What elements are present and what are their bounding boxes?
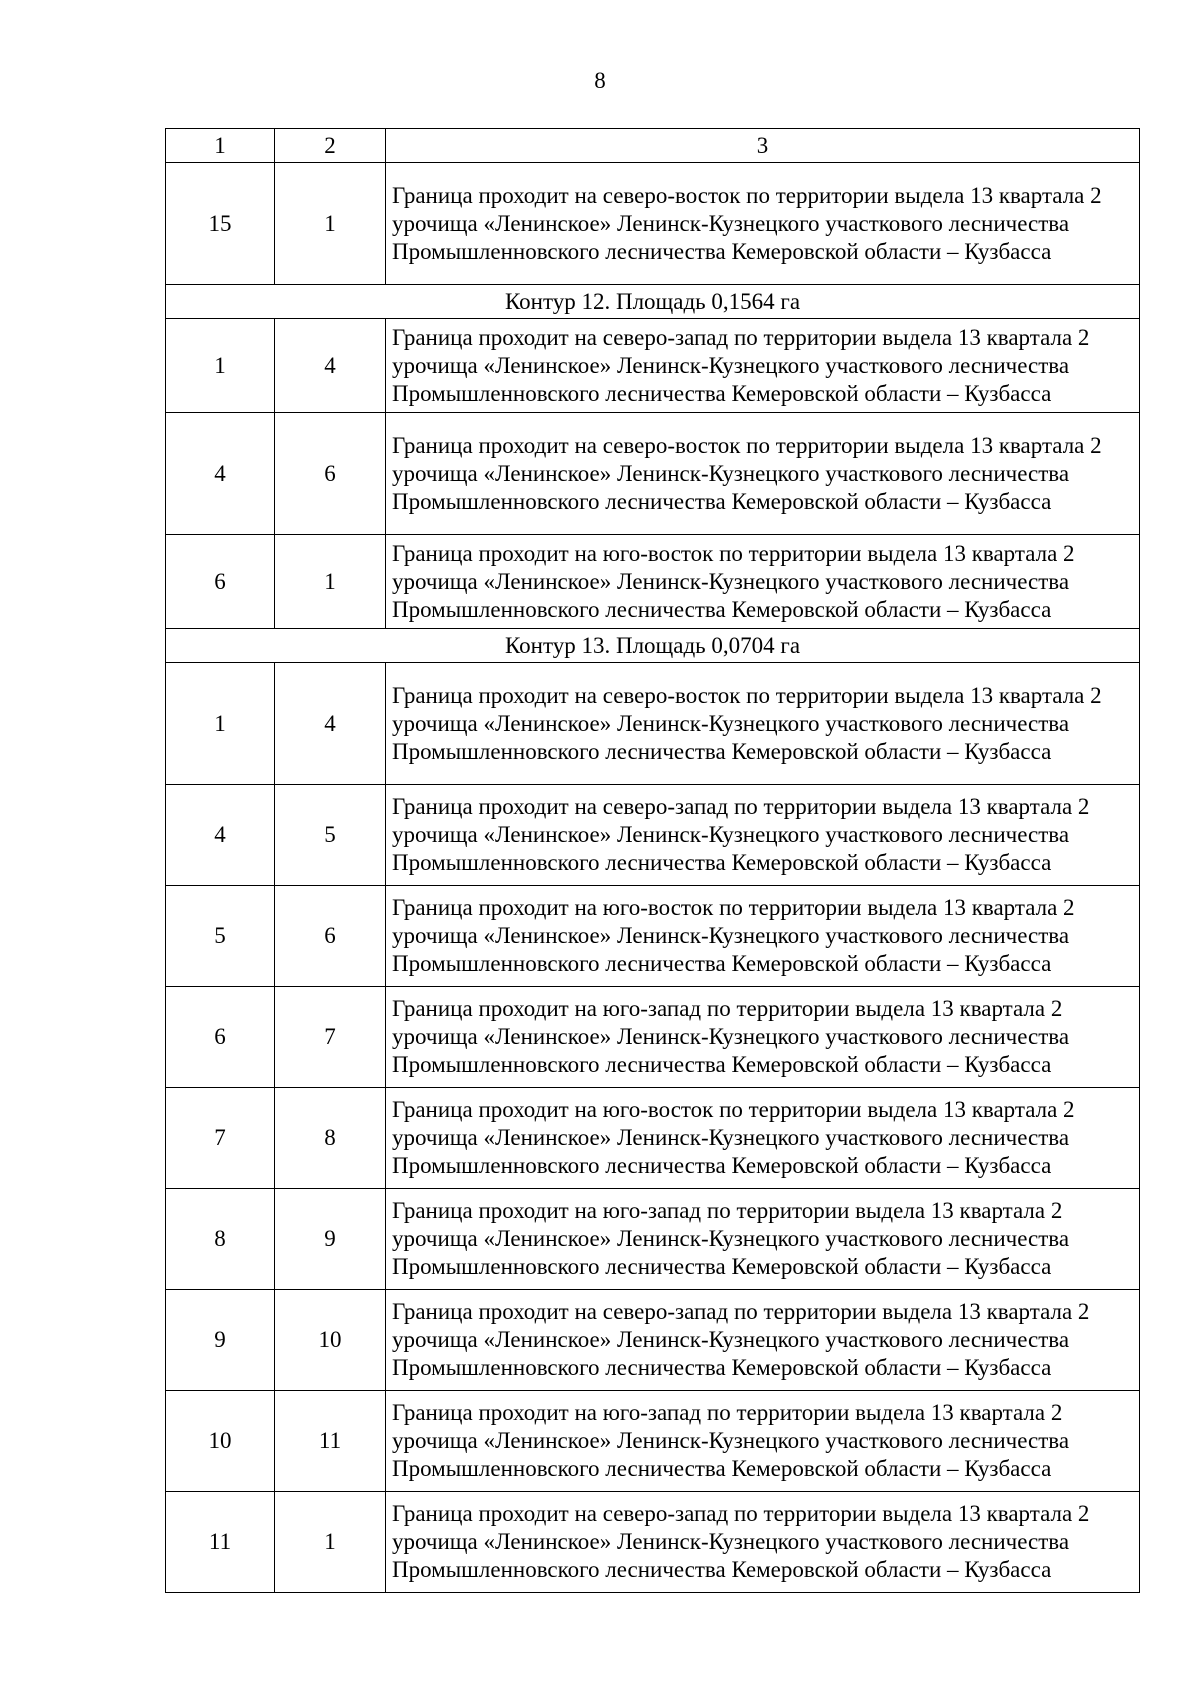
table-row bbox=[166, 886, 1140, 987]
to-point: 5 bbox=[275, 785, 386, 886]
table-row bbox=[166, 1189, 1140, 1290]
contour-title: Контур 13. Площадь 0,0704 га bbox=[166, 629, 1140, 663]
from-point: 6 bbox=[166, 535, 275, 629]
boundary-description: Граница проходит на юго-запад по территории выдела 13 квартала 2 урочища «Ленинское» Ленинск-Кузнецкого участкового лесничества Промышленновского лесничества Кемеровской области – Кузбасса bbox=[386, 1189, 1140, 1290]
contour-header-row bbox=[166, 629, 1140, 663]
boundary-description: Граница проходит на северо-запад по территории выдела 13 квартала 2 урочища «Ленинское» Ленинск-Кузнецкого участкового лесничества Промышленновского лесничества Кемеровской области – Кузбасса bbox=[386, 1492, 1140, 1593]
to-point: 4 bbox=[275, 663, 386, 785]
table-row bbox=[166, 663, 1140, 785]
from-point: 1 bbox=[166, 319, 275, 413]
from-point: 4 bbox=[166, 785, 275, 886]
to-point: 1 bbox=[275, 1492, 386, 1593]
from-point: 6 bbox=[166, 987, 275, 1088]
table-row bbox=[166, 1290, 1140, 1391]
boundary-description: Граница проходит на северо-восток по территории выдела 13 квартала 2 урочища «Ленинское» Ленинск-Кузнецкого участкового лесничества Промышленновского лесничества Кемеровской области – Кузбасса bbox=[386, 663, 1140, 785]
to-point: 7 bbox=[275, 987, 386, 1088]
from-point: 15 bbox=[166, 163, 275, 285]
table-row bbox=[166, 1088, 1140, 1189]
to-point: 6 bbox=[275, 413, 386, 535]
boundary-description: Граница проходит на северо-запад по территории выдела 13 квартала 2 урочища «Ленинское» Ленинск-Кузнецкого участкового лесничества Промышленновского лесничества Кемеровской области – Кузбасса bbox=[386, 785, 1140, 886]
boundary-description-table bbox=[165, 128, 1140, 1593]
from-point: 10 bbox=[166, 1391, 275, 1492]
to-point: 1 bbox=[275, 535, 386, 629]
table-row bbox=[166, 413, 1140, 535]
table-row bbox=[166, 163, 1140, 285]
contour-title: Контур 12. Площадь 0,1564 га bbox=[166, 285, 1140, 319]
from-point: 1 bbox=[166, 663, 275, 785]
table-row bbox=[166, 535, 1140, 629]
boundary-description: Граница проходит на юго-восток по территории выдела 13 квартала 2 урочища «Ленинское» Ленинск-Кузнецкого участкового лесничества Промышленновского лесничества Кемеровской области – Кузбасса bbox=[386, 1088, 1140, 1189]
column-header-1: 1 bbox=[166, 129, 275, 163]
boundary-description: Граница проходит на юго-запад по территории выдела 13 квартала 2 урочища «Ленинское» Ленинск-Кузнецкого участкового лесничества Промышленновского лесничества Кемеровской области – Кузбасса bbox=[386, 1391, 1140, 1492]
to-point: 4 bbox=[275, 319, 386, 413]
boundary-description: Граница проходит на северо-восток по территории выдела 13 квартала 2 урочища «Ленинское» Ленинск-Кузнецкого участкового лесничества Промышленновского лесничества Кемеровской области – Кузбасса bbox=[386, 163, 1140, 285]
to-point: 8 bbox=[275, 1088, 386, 1189]
boundary-description: Граница проходит на юго-запад по территории выдела 13 квартала 2 урочища «Ленинское» Ленинск-Кузнецкого участкового лесничества Промышленновского лесничества Кемеровской области – Кузбасса bbox=[386, 987, 1140, 1088]
to-point: 6 bbox=[275, 886, 386, 987]
boundary-description: Граница проходит на северо-запад по территории выдела 13 квартала 2 урочища «Ленинское» Ленинск-Кузнецкого участкового лесничества Промышленновского лесничества Кемеровской области – Кузбасса bbox=[386, 1290, 1140, 1391]
page-number: 8 bbox=[594, 68, 606, 93]
table-row bbox=[166, 1492, 1140, 1593]
column-header-2: 2 bbox=[275, 129, 386, 163]
to-point: 11 bbox=[275, 1391, 386, 1492]
from-point: 4 bbox=[166, 413, 275, 535]
boundary-description: Граница проходит на юго-восток по территории выдела 13 квартала 2 урочища «Ленинское» Ленинск-Кузнецкого участкового лесничества Промышленновского лесничества Кемеровской области – Кузбасса bbox=[386, 886, 1140, 987]
table-row bbox=[166, 319, 1140, 413]
boundary-description: Граница проходит на северо-запад по территории выдела 13 квартала 2 урочища «Ленинское» Ленинск-Кузнецкого участкового лесничества Промышленновского лесничества Кемеровской области – Кузбасса bbox=[386, 319, 1140, 413]
table-row bbox=[166, 1391, 1140, 1492]
table-row bbox=[166, 987, 1140, 1088]
to-point: 10 bbox=[275, 1290, 386, 1391]
from-point: 11 bbox=[166, 1492, 275, 1593]
contour-header-row bbox=[166, 285, 1140, 319]
to-point: 1 bbox=[275, 163, 386, 285]
boundary-description: Граница проходит на северо-восток по территории выдела 13 квартала 2 урочища «Ленинское» Ленинск-Кузнецкого участкового лесничества Промышленновского лесничества Кемеровской области – Кузбасса bbox=[386, 413, 1140, 535]
from-point: 8 bbox=[166, 1189, 275, 1290]
from-point: 7 bbox=[166, 1088, 275, 1189]
from-point: 5 bbox=[166, 886, 275, 987]
column-header-3: 3 bbox=[386, 129, 1140, 163]
boundary-description: Граница проходит на юго-восток по территории выдела 13 квартала 2 урочища «Ленинское» Ленинск-Кузнецкого участкового лесничества Промышленновского лесничества Кемеровской области – Кузбасса bbox=[386, 535, 1140, 629]
table-row bbox=[166, 785, 1140, 886]
table-header-row bbox=[166, 129, 1140, 163]
from-point: 9 bbox=[166, 1290, 275, 1391]
to-point: 9 bbox=[275, 1189, 386, 1290]
